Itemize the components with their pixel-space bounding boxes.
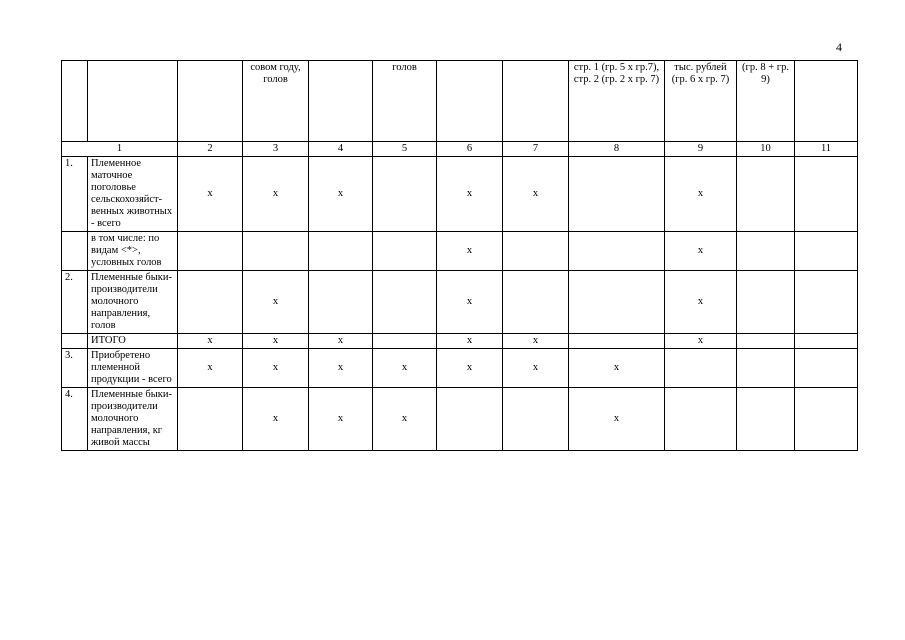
header-cell bbox=[795, 61, 858, 142]
table-row bbox=[62, 388, 858, 451]
data-cell: x bbox=[665, 232, 737, 271]
data-cell bbox=[737, 349, 795, 388]
column-number-cell: 5 bbox=[373, 142, 437, 157]
data-cell: x bbox=[665, 271, 737, 334]
data-cell bbox=[665, 388, 737, 451]
data-cell: x bbox=[503, 157, 569, 232]
table-row bbox=[62, 334, 858, 349]
data-cell bbox=[795, 232, 858, 271]
header-cell: стр. 1 (гр. 5 x гр.7), стр. 2 (гр. 2 x гр. 7) bbox=[569, 61, 665, 142]
data-cell bbox=[503, 271, 569, 334]
column-number-cell: 10 bbox=[737, 142, 795, 157]
data-cell: x bbox=[178, 157, 243, 232]
table-row bbox=[62, 349, 858, 388]
row-label: Племенное маточное поголовье сельскохозяйст-венных животных - всего bbox=[88, 157, 178, 232]
row-label: ИТОГО bbox=[88, 334, 178, 349]
data-cell bbox=[737, 271, 795, 334]
data-cell bbox=[569, 157, 665, 232]
data-cell: x bbox=[243, 388, 309, 451]
data-cell: x bbox=[569, 388, 665, 451]
column-number-cell: 11 bbox=[795, 142, 858, 157]
data-cell: x bbox=[503, 349, 569, 388]
column-number-row bbox=[62, 142, 858, 157]
data-cell bbox=[795, 349, 858, 388]
data-cell: x bbox=[178, 349, 243, 388]
column-number-cell: 2 bbox=[178, 142, 243, 157]
data-cell bbox=[569, 334, 665, 349]
data-cell bbox=[309, 271, 373, 334]
data-cell: x bbox=[309, 157, 373, 232]
data-cell bbox=[737, 157, 795, 232]
data-cell bbox=[795, 157, 858, 232]
table-row bbox=[62, 232, 858, 271]
data-cell bbox=[243, 232, 309, 271]
data-cell bbox=[569, 232, 665, 271]
row-label: Приобретено племенной продукции - всего bbox=[88, 349, 178, 388]
data-cell bbox=[373, 232, 437, 271]
data-cell bbox=[737, 388, 795, 451]
data-cell bbox=[437, 388, 503, 451]
column-number-cell: 6 bbox=[437, 142, 503, 157]
data-cell bbox=[373, 157, 437, 232]
data-cell bbox=[665, 349, 737, 388]
data-cell bbox=[737, 232, 795, 271]
header-cell bbox=[503, 61, 569, 142]
data-cell: x bbox=[437, 157, 503, 232]
data-cell bbox=[503, 388, 569, 451]
data-cell bbox=[309, 232, 373, 271]
row-label: Племенные быки-производители молочного направления, кг живой массы bbox=[88, 388, 178, 451]
data-cell bbox=[737, 334, 795, 349]
column-number-cell: 1 bbox=[62, 142, 178, 157]
data-cell: x bbox=[243, 157, 309, 232]
column-number-cell: 9 bbox=[665, 142, 737, 157]
data-cell: x bbox=[243, 334, 309, 349]
data-cell bbox=[795, 271, 858, 334]
data-cell bbox=[569, 271, 665, 334]
data-cell: x bbox=[503, 334, 569, 349]
data-cell: x bbox=[437, 232, 503, 271]
data-cell: x bbox=[309, 334, 373, 349]
data-cell bbox=[795, 334, 858, 349]
header-cell: тыс. рублей (гр. 6 x гр. 7) bbox=[665, 61, 737, 142]
data-cell bbox=[373, 334, 437, 349]
row-label: в том числе: по видам <*>, условных голов bbox=[88, 232, 178, 271]
column-number-cell: 8 bbox=[569, 142, 665, 157]
data-cell bbox=[373, 271, 437, 334]
data-cell: x bbox=[437, 334, 503, 349]
data-cell: x bbox=[665, 334, 737, 349]
data-cell bbox=[795, 388, 858, 451]
table-header-row bbox=[62, 61, 858, 142]
row-number: 3. bbox=[62, 349, 88, 388]
data-cell: x bbox=[373, 388, 437, 451]
data-cell bbox=[178, 271, 243, 334]
data-cell: x bbox=[178, 334, 243, 349]
data-cell bbox=[178, 232, 243, 271]
table-row bbox=[62, 157, 858, 232]
data-cell: x bbox=[309, 388, 373, 451]
report-table bbox=[61, 60, 858, 451]
data-cell: x bbox=[243, 349, 309, 388]
data-cell: x bbox=[665, 157, 737, 232]
page-number: 4 bbox=[836, 40, 842, 54]
data-cell: x bbox=[569, 349, 665, 388]
data-cell: x bbox=[243, 271, 309, 334]
data-cell: x bbox=[437, 349, 503, 388]
table-row bbox=[62, 271, 858, 334]
data-cell bbox=[178, 388, 243, 451]
header-cell bbox=[88, 61, 178, 142]
header-cell: (гр. 8 + гр. 9) bbox=[737, 61, 795, 142]
data-cell bbox=[503, 232, 569, 271]
header-cell bbox=[309, 61, 373, 142]
row-number bbox=[62, 232, 88, 271]
header-cell bbox=[178, 61, 243, 142]
header-cell: голов bbox=[373, 61, 437, 142]
header-cell bbox=[62, 61, 88, 142]
data-cell: x bbox=[373, 349, 437, 388]
column-number-cell: 7 bbox=[503, 142, 569, 157]
data-cell: x bbox=[309, 349, 373, 388]
row-number: 1. bbox=[62, 157, 88, 232]
data-cell: x bbox=[437, 271, 503, 334]
column-number-cell: 4 bbox=[309, 142, 373, 157]
row-number bbox=[62, 334, 88, 349]
column-number-cell: 3 bbox=[243, 142, 309, 157]
header-cell: совом году, голов bbox=[243, 61, 309, 142]
header-cell bbox=[437, 61, 503, 142]
row-number: 4. bbox=[62, 388, 88, 451]
row-number: 2. bbox=[62, 271, 88, 334]
row-label: Племенные быки-производители молочного направления, голов bbox=[88, 271, 178, 334]
